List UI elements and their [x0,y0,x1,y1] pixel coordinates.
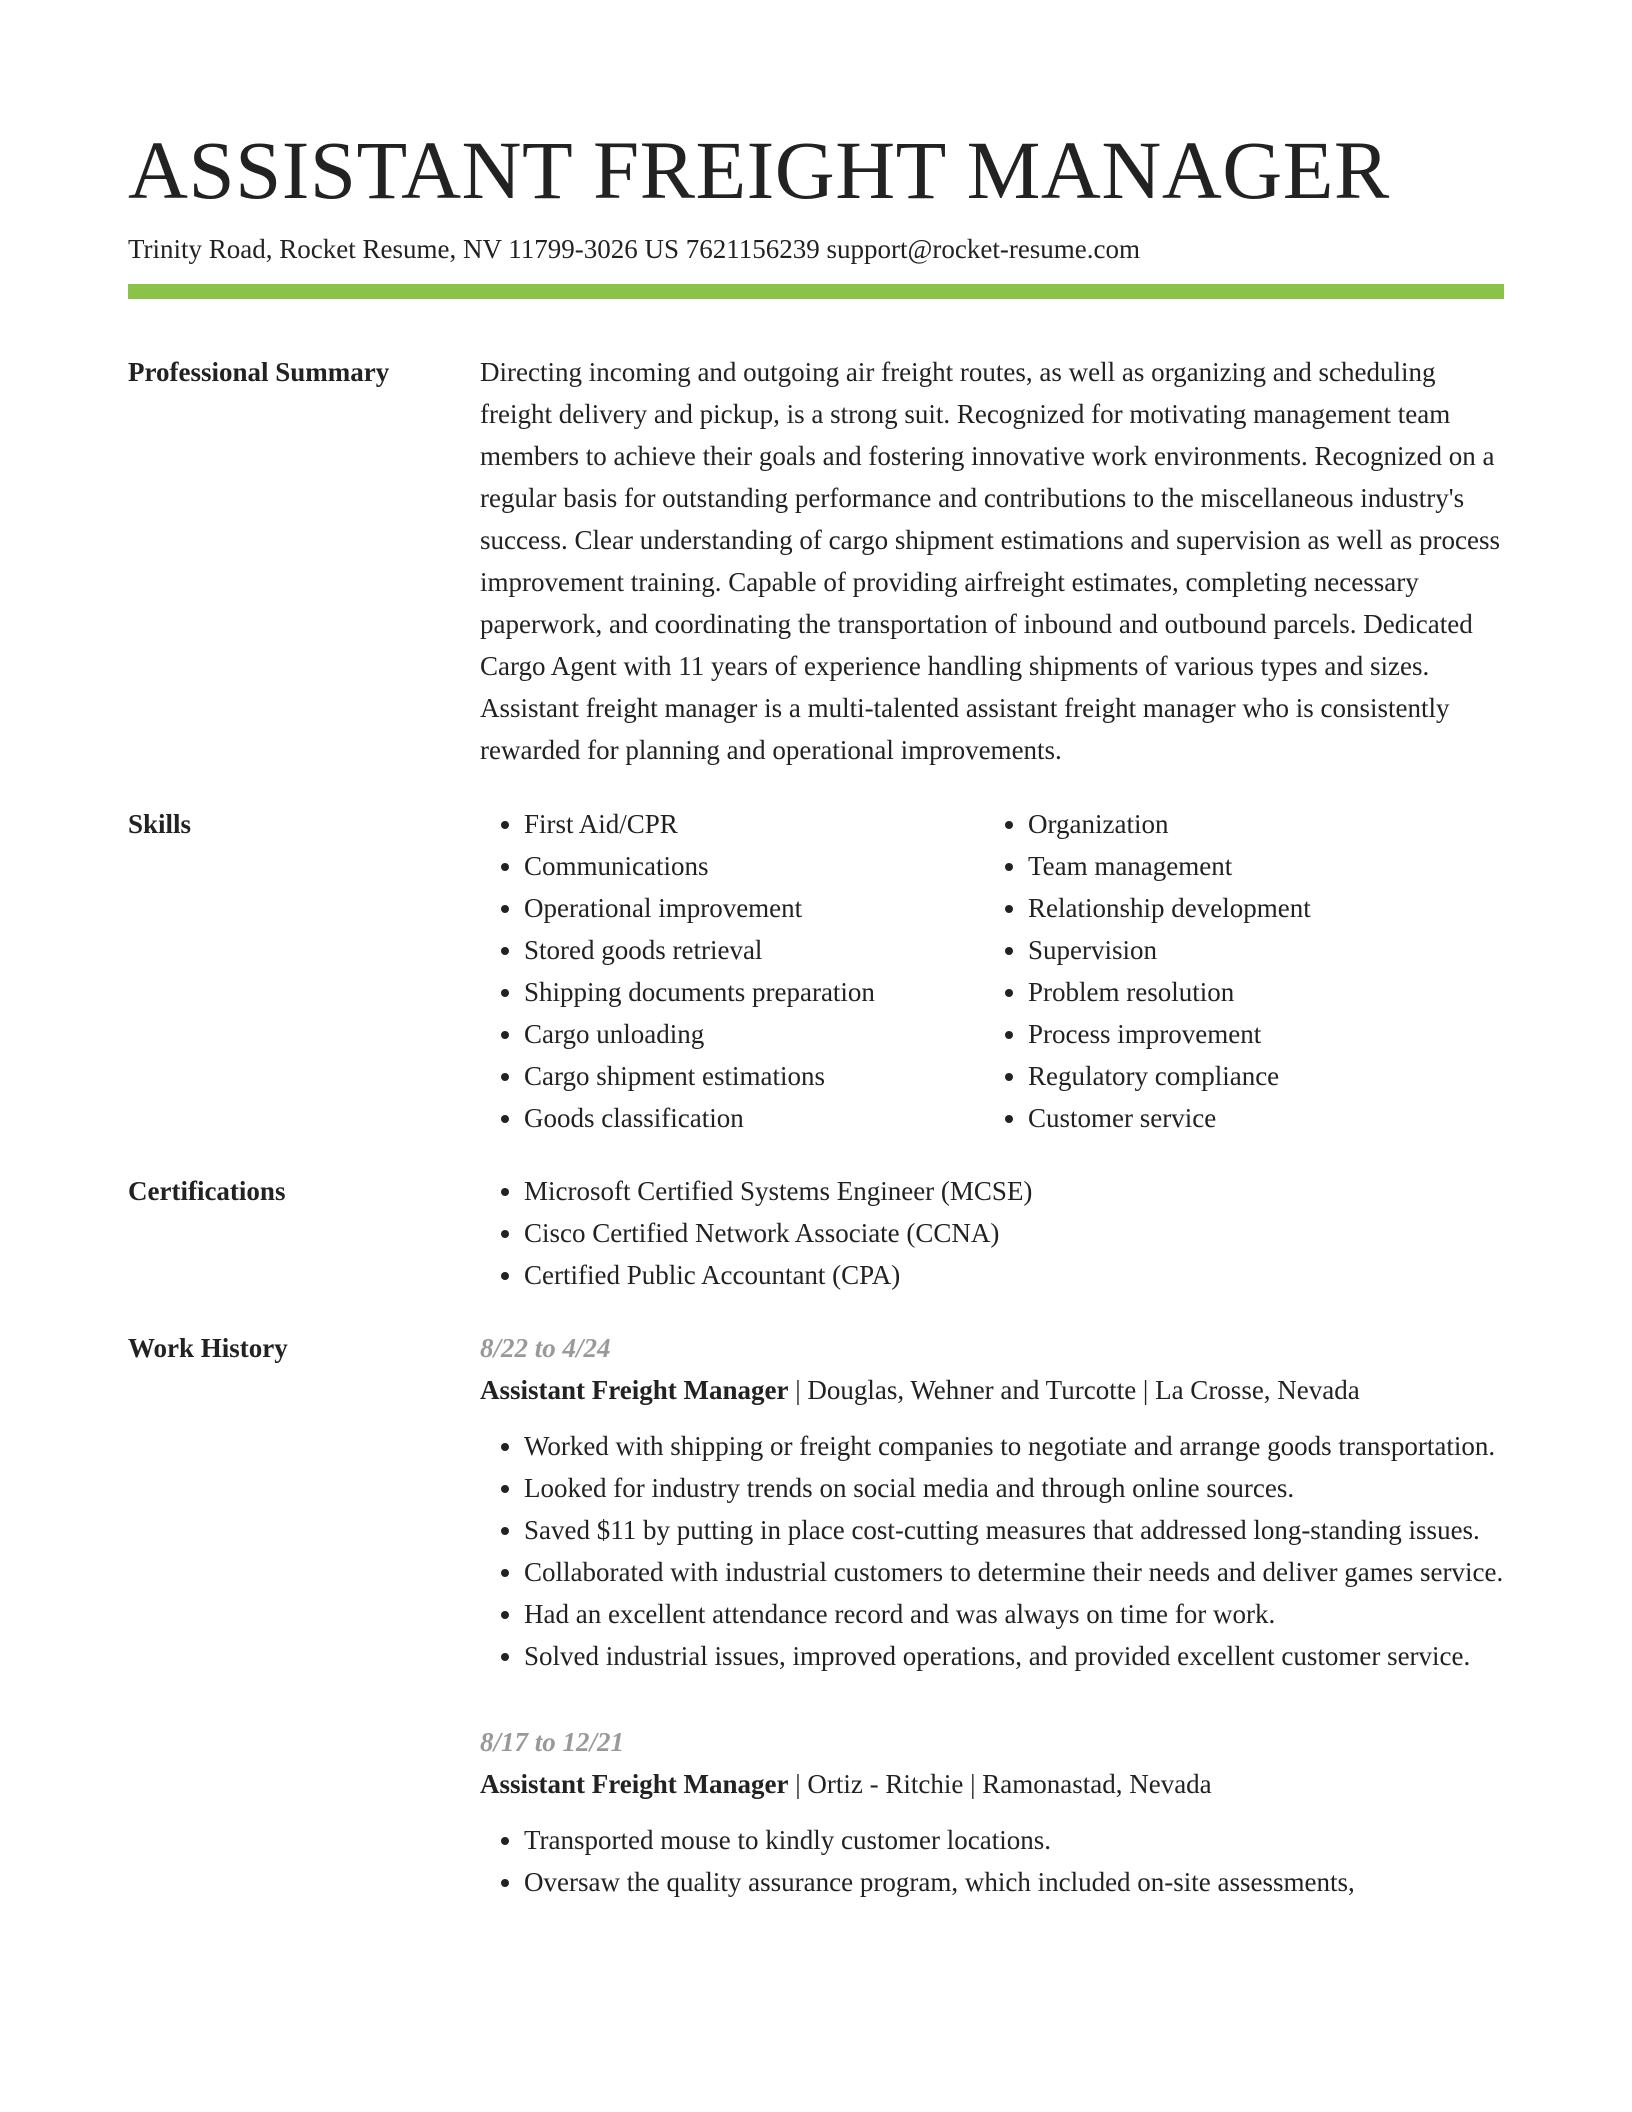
job-details: | Douglas, Wehner and Turcotte | La Crosse, Nevada [788,1375,1360,1405]
job-bullet: • Oversaw the quality assurance program, which included on-site assessments, [524,1861,1504,1903]
certifications-list [480,1170,1504,1296]
skills-list-right [984,803,1548,1139]
skill-item: • Problem resolution [1028,971,1548,1013]
job-entry [480,1327,1504,1677]
job-dates: 8/17 to 12/21 [480,1727,625,1757]
work-history-heading: Work History [128,1333,288,1363]
job-dates: 8/22 to 4/24 [480,1333,611,1363]
job-details: | Ortiz - Ritchie | Ramonastad, Nevada [788,1769,1212,1799]
resume-page [128,120,1504,1903]
certifications-heading: Certifications [128,1176,286,1206]
skills-list-left [480,803,984,1139]
skill-item: • Cargo shipment estimations [524,1055,984,1097]
summary-text: Directing incoming and outgoing air freight routes, as well as organizing and scheduling freight delivery and pickup, is a strong suit. Recognized for motivating management team members to achieve their goals and fostering innovative work environments. Recognized on a regular basis for outstanding performance and contributions to the miscellaneous industry's success. Clear understanding of cargo shipment estimations and supervision as well as process improvement training. Capable of providing airfreight estimates, completing necessary paperwork, and coordinating the transportation of inbound and outbound parcels. Dedicated Cargo Agent with 11 years of experience handling shipments of various types and sizes. Assistant freight manager is a multi-talented assistant freight manager who is consistently rewarded for planning and operational improvements. [480,357,1501,765]
certification-item: • Cisco Certified Network Associate (CCNA) [524,1212,1504,1254]
job-bullet: • Transported mouse to kindly customer locations. [524,1819,1504,1861]
skill-item: • Cargo unloading [524,1013,984,1055]
skill-item: • Operational improvement [524,887,984,929]
skills-section [128,803,1504,1139]
job-bullets [480,1819,1504,1903]
job-bullet: • Solved industrial issues, improved operations, and provided excellent customer service. [524,1635,1504,1677]
skill-item: • Communications [524,845,984,887]
skill-item: • Team management [1028,845,1548,887]
job-header [480,1369,1504,1411]
certifications-section [128,1170,1504,1296]
job-bullet: • Worked with shipping or freight companies to negotiate and arrange goods transportation. [524,1425,1504,1467]
job-bullet: • Saved $11 by putting in place cost-cutting measures that addressed long-standing issues. [524,1509,1504,1551]
skill-item: • Organization [1028,803,1548,845]
skill-item: • Customer service [1028,1097,1548,1139]
job-title: Assistant Freight Manager [480,1769,789,1799]
job-bullet: • Collaborated with industrial customers to determine their needs and deliver games service. [524,1551,1504,1593]
job-entry [480,1721,1504,1903]
skill-item: • Process improvement [1028,1013,1548,1055]
contact-line: Trinity Road, Rocket Resume, NV 11799-3026 US 7621156239 support@rocket-resume.com [128,234,1141,264]
accent-divider [128,284,1504,299]
resume-title: ASSISTANT FREIGHT MANAGER [128,124,1390,216]
skill-item: • Regulatory compliance [1028,1055,1548,1097]
certification-item: • Microsoft Certified Systems Engineer (MCSE) [524,1170,1504,1212]
skill-item: • Supervision [1028,929,1548,971]
skill-item: • First Aid/CPR [524,803,984,845]
summary-heading: Professional Summary [128,357,390,387]
job-bullet: • Looked for industry trends on social media and through online sources. [524,1467,1504,1509]
work-history-section [128,1327,1504,1903]
skill-item: • Shipping documents preparation [524,971,984,1013]
skill-item: • Stored goods retrieval [524,929,984,971]
skill-item: • Relationship development [1028,887,1548,929]
skill-item: • Goods classification [524,1097,984,1139]
summary-section [128,351,1504,771]
job-bullets [480,1425,1504,1677]
job-bullet: • Had an excellent attendance record and was always on time for work. [524,1593,1504,1635]
skills-heading: Skills [128,809,192,839]
job-header [480,1763,1504,1805]
certification-item: • Certified Public Accountant (CPA) [524,1254,1504,1296]
job-title: Assistant Freight Manager [480,1375,789,1405]
